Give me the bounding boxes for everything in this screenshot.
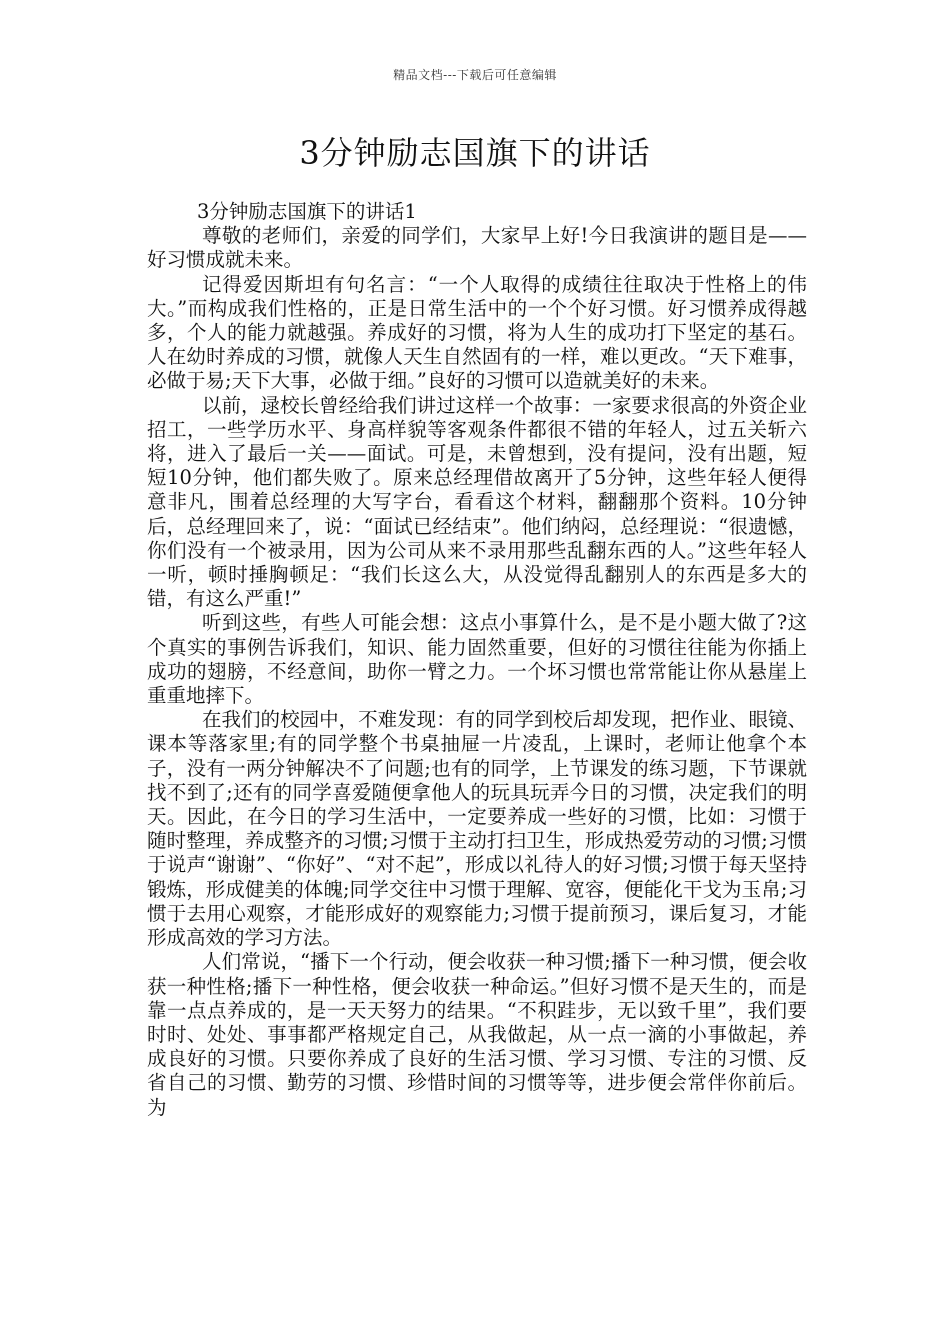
section-subheading: 3分钟励志国旗下的讲话1	[197, 200, 417, 223]
paragraph-reflection: 听到这些，有些人可能会想：这点小事算什么，是不是小题大做了?这个真实的事例告诉我们，知识、能力固然重要，但好的习惯往往能为你插上成功的翅膀，不经意间，助你一臂之力。一个坏习惯也常常能让你从悬崖上重重地摔下。	[147, 611, 807, 708]
page-title: 3分钟励志国旗下的讲话	[299, 134, 651, 172]
paragraph-conclusion: 人们常说，“播下一个行动，便会收获一种习惯;播下一种习惯，便会收获一种性格;播下一种性格，便会收获一种命运。”但好习惯不是天生的，而是靠一点点养成的，是一天天努力的结果。“不积跬步，无以致千里”，我们要时时、处处、事事都严格规定自己，从我做起，从一点一滴的小事做起，养成良好的习惯。只要你养成了良好的生活习惯、学习习惯、专注的习惯、反省自己的习惯、勤劳的习惯、珍惜时间的习惯等等，进步便会常伴你前后。为	[147, 950, 807, 1119]
header-note: 精品文档---下载后可任意编辑	[393, 68, 557, 82]
paragraph-campus-habits: 在我们的校园中，不难发现：有的同学到校后却发现，把作业、眼镜、课本等落家里;有的同学整个书桌抽屉一片凌乱，上课时，老师让他拿个本子，没有一两分钟解决不了问题;也有的同学，上节课发的练习题，下节课就找不到了;还有的同学喜爱随便拿他人的玩具玩弄今日的习惯，决定我们的明天。因此，在今日的学习生活中，一定要养成一些好的习惯，比如：习惯于随时整理，养成整齐的习惯;习惯于主动打扫卫生，形成热爱劳动的习惯;习惯于说声“谢谢”、“你好”、“对不起”，形成以礼待人的好习惯;习惯于每天坚持锻炼，形成健美的体魄;同学交往中习惯于理解、宽容，便能化干戈为玉帛;习惯于去用心观察，才能形成好的观察能力;习惯于提前预习，课后复习，才能形成高效的学习方法。	[147, 708, 807, 950]
document-body	[147, 200, 807, 1120]
paragraph-einstein-quote: 记得爱因斯坦有句名言：“一个人取得的成绩往往取决于性格上的伟大。”而构成我们性格的，正是日常生活中的一个个好习惯。好习惯养成得越多，个人的能力就越强。养成好的习惯，将为人生的成功打下坚定的基石。人在幼时养成的习惯，就像人天生自然固有的一样，难以更改。“天下难事，必做于易;天下大事，必做于细。”良好的习惯可以造就美好的未来。	[147, 272, 807, 393]
paragraph-greeting: 尊敬的老师们，亲爱的同学们，大家早上好!今日我演讲的题目是——好习惯成就未来。	[147, 224, 807, 272]
paragraph-interview-story: 以前，逯校长曾经给我们讲过这样一个故事：一家要求很高的外资企业招工，一些学历水平、身高样貌等客观条件都很不错的年轻人，过五关斩六将，进入了最后一关——面试。可是，未曾想到，没有提问，没有出题，短短10分钟，他们都失败了。原来总经理借故离开了5分钟，这些年轻人便得意非凡，围着总经理的大写字台，看看这个材料，翻翻那个资料。10分钟后，总经理回来了，说：“面试已经结束”。他们纳闷，总经理说：“很遗憾，你们没有一个被录用，因为公司从来不录用那些乱翻东西的人。”这些年轻人一听，顿时捶胸顿足：“我们长这么大，从没觉得乱翻别人的东西是多大的错，有这么严重!”	[147, 393, 807, 611]
